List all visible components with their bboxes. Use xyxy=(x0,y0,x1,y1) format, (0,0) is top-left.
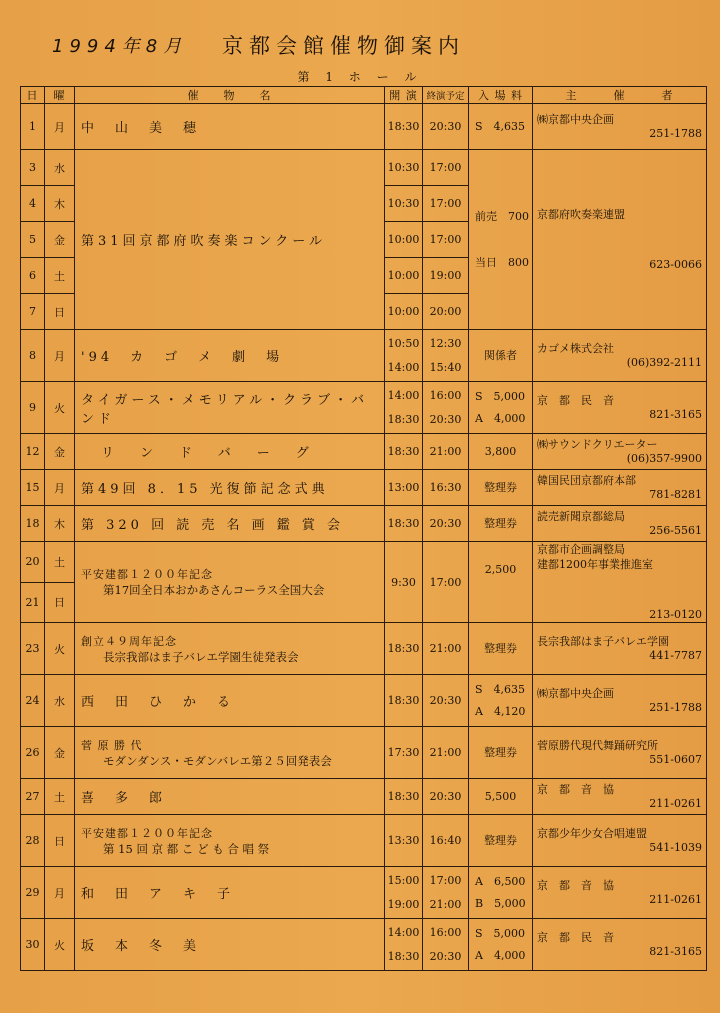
event-name-cell xyxy=(75,919,385,971)
weekday-cell: 火 xyxy=(45,382,75,434)
event-name: 喜 多 郎 xyxy=(81,791,167,806)
event-prefix: 創立４９周年記念 xyxy=(81,634,177,648)
event-name-cell xyxy=(75,330,385,382)
table-row xyxy=(21,623,707,675)
organizer-cell xyxy=(533,727,707,779)
close-time xyxy=(423,542,469,623)
open-time xyxy=(385,542,423,623)
fee-cell xyxy=(469,815,533,867)
open-time xyxy=(385,919,423,971)
open-time-value: 13:00 xyxy=(387,481,420,494)
organizer-phone: 211-0261 xyxy=(649,797,702,810)
event-name-cell xyxy=(75,104,385,150)
fee-value: S 4,635 xyxy=(475,119,526,133)
fee-value: 整理券 xyxy=(484,833,517,847)
fee-cell xyxy=(469,382,533,434)
open-time xyxy=(385,779,423,815)
weekday-cell: 水 xyxy=(45,675,75,727)
fee-cell xyxy=(469,727,533,779)
table-row xyxy=(21,867,707,919)
table-row xyxy=(21,542,707,583)
open-time xyxy=(385,727,423,779)
fee-value: 整理券 xyxy=(484,480,517,494)
table-row xyxy=(21,919,707,971)
table-row xyxy=(21,815,707,867)
open-time-value: 18:30 xyxy=(387,517,420,530)
table-row xyxy=(21,675,707,727)
schedule-date: 1994年8月 xyxy=(52,36,188,57)
close-time-value: 12:30 xyxy=(429,336,462,350)
close-time-value: 17:00 xyxy=(429,873,462,887)
event-name: 西 田 ひ か る xyxy=(81,695,235,710)
close-time-value: 21:00 xyxy=(429,642,462,655)
close-time xyxy=(423,104,469,150)
day-cell: 23 xyxy=(21,623,45,675)
open-time xyxy=(385,104,423,150)
event-name-cell xyxy=(75,150,385,330)
close-time-value: 20:30 xyxy=(429,517,462,530)
table-row xyxy=(21,434,707,470)
open-time: 10:00 xyxy=(385,222,423,258)
organizer-phone: 251-1788 xyxy=(649,701,702,714)
close-time-value: 20:30 xyxy=(429,949,462,963)
fee-value: 整理券 xyxy=(484,516,517,530)
weekday-cell: 金 xyxy=(45,222,75,258)
close-time xyxy=(423,779,469,815)
open-time-value: 18:30 xyxy=(387,412,420,426)
close-time xyxy=(423,919,469,971)
event-name-cell xyxy=(75,675,385,727)
close-time-value: 20:30 xyxy=(429,412,462,426)
close-time xyxy=(423,815,469,867)
weekday-cell: 月 xyxy=(45,867,75,919)
open-time xyxy=(385,815,423,867)
table-row xyxy=(21,470,707,506)
open-time xyxy=(385,470,423,506)
event-name-cell xyxy=(75,542,385,623)
organizer-phone: (06)392-2111 xyxy=(626,356,702,369)
close-time-value: 17:00 xyxy=(429,575,462,589)
weekday-cell: 火 xyxy=(45,623,75,675)
open-time-value: 9:30 xyxy=(391,575,416,589)
organizer-name: 京 都 民 音 xyxy=(537,394,614,407)
col-event: 催 物 名 xyxy=(75,87,385,104)
organizer-cell xyxy=(533,104,707,150)
open-time xyxy=(385,434,423,470)
organizer-cell xyxy=(533,623,707,675)
event-name-cell xyxy=(75,470,385,506)
fee-value: B 5,000 xyxy=(475,896,526,910)
organizer-phone: 256-5561 xyxy=(649,524,702,537)
day-cell: 20 xyxy=(21,542,45,583)
event-name-cell xyxy=(75,623,385,675)
organizer-name: 京都府吹奏楽連盟 xyxy=(537,208,625,221)
close-time xyxy=(423,867,469,919)
open-time-value: 14:00 xyxy=(387,925,420,939)
fee-cell xyxy=(469,506,533,542)
organizer-cell xyxy=(533,382,707,434)
fee-value: A 4,000 xyxy=(475,948,526,962)
day-cell: 26 xyxy=(21,727,45,779)
title-row xyxy=(0,28,720,58)
event-name: 中 山 美 穂 xyxy=(81,121,201,136)
close-time xyxy=(423,382,469,434)
organizer-phone: 211-0261 xyxy=(649,893,702,906)
event-name: リンドバーグ xyxy=(101,446,335,461)
close-time xyxy=(423,623,469,675)
close-time-value: 21:00 xyxy=(429,445,462,458)
organizer-name-2: 建都1200年事業推進室 xyxy=(537,558,653,571)
day-cell: 3 xyxy=(21,150,45,186)
organizer-cell xyxy=(533,506,707,542)
organizer-name: 読売新聞京都総局 xyxy=(537,510,625,523)
organizer-cell xyxy=(533,675,707,727)
organizer-cell xyxy=(533,919,707,971)
close-time xyxy=(423,434,469,470)
fee-cell xyxy=(469,330,533,382)
close-time-value: 16:40 xyxy=(429,834,462,847)
page-title: 京都会館催物御案内 xyxy=(222,34,465,58)
event-name: 第 320 回 読 売 名 画 鑑 賞 会 xyxy=(81,518,345,533)
weekday-cell: 月 xyxy=(45,470,75,506)
close-time xyxy=(423,470,469,506)
open-time-value: 18:30 xyxy=(387,120,420,133)
weekday-cell: 日 xyxy=(45,294,75,330)
day-cell: 7 xyxy=(21,294,45,330)
weekday-cell: 日 xyxy=(45,815,75,867)
day-cell: 4 xyxy=(21,186,45,222)
event-name: 和 田 ア キ 子 xyxy=(81,887,235,902)
organizer-phone: 541-1039 xyxy=(649,841,702,854)
fee-value: A 4,120 xyxy=(475,704,526,718)
event-name: 第31回京都府吹奏楽コンクール xyxy=(81,234,327,249)
weekday-cell: 火 xyxy=(45,919,75,971)
organizer-cell xyxy=(533,330,707,382)
event-prefix: 平安建都１２００年記念 xyxy=(81,568,213,581)
open-time: 10:30 xyxy=(385,186,423,222)
organizer-phone: 821-3165 xyxy=(649,408,702,421)
event-name-cell xyxy=(75,382,385,434)
col-weekday: 曜 xyxy=(45,87,75,104)
event-name-cell xyxy=(75,867,385,919)
table-row xyxy=(21,150,707,186)
fee-value: 整理券 xyxy=(484,745,517,759)
close-time-value: 20:30 xyxy=(429,694,462,707)
open-time xyxy=(385,330,423,382)
day-cell: 15 xyxy=(21,470,45,506)
fee-value: A 4,000 xyxy=(475,411,526,425)
fee-value: 5,500 xyxy=(484,789,517,803)
fee-value: 関係者 xyxy=(484,348,517,362)
open-time-value: 13:30 xyxy=(387,834,420,847)
organizer-phone: (06)357-9900 xyxy=(626,452,702,465)
day-cell: 21 xyxy=(21,582,45,623)
open-time xyxy=(385,506,423,542)
fee-cell xyxy=(469,104,533,150)
organizer-name: 京 都 音 協 xyxy=(537,783,614,796)
open-time-value: 18:30 xyxy=(387,949,420,963)
weekday-cell: 金 xyxy=(45,727,75,779)
table-header-row xyxy=(21,87,707,104)
open-time xyxy=(385,675,423,727)
open-time-value: 10:50 xyxy=(387,336,420,350)
organizer-name: ㈱京都中央企画 xyxy=(537,113,614,126)
weekday-cell: 木 xyxy=(45,186,75,222)
organizer-name: 菅原勝代現代舞踊研究所 xyxy=(537,739,658,752)
close-time-value: 20:30 xyxy=(429,120,462,133)
organizer-phone: 213-0120 xyxy=(649,608,702,621)
event-name: 第17回全日本おかあさんコーラス全国大会 xyxy=(103,583,325,597)
close-time: 20:00 xyxy=(423,294,469,330)
open-time-value: 18:30 xyxy=(387,694,420,707)
close-time xyxy=(423,675,469,727)
close-time-value: 16:30 xyxy=(429,481,462,494)
close-time-value: 21:00 xyxy=(429,897,462,911)
col-open: 開 演 xyxy=(385,87,423,104)
table-row xyxy=(21,506,707,542)
organizer-name: カゴメ株式会社 xyxy=(537,342,614,355)
close-time-value: 16:00 xyxy=(429,388,462,402)
close-time: 17:00 xyxy=(423,150,469,186)
event-name-cell xyxy=(75,727,385,779)
weekday-cell: 金 xyxy=(45,434,75,470)
open-time-value: 18:30 xyxy=(387,445,420,458)
event-rows xyxy=(21,104,707,971)
event-name: 長宗我部はま子バレエ学園生徒発表会 xyxy=(103,649,299,664)
organizer-cell xyxy=(533,150,707,330)
day-cell: 30 xyxy=(21,919,45,971)
day-cell: 1 xyxy=(21,104,45,150)
table-row xyxy=(21,330,707,382)
organizer-phone: 251-1788 xyxy=(649,127,702,140)
fee-cell xyxy=(469,470,533,506)
day-cell: 28 xyxy=(21,815,45,867)
day-cell: 24 xyxy=(21,675,45,727)
fee-cell xyxy=(469,150,533,330)
weekday-cell: 月 xyxy=(45,330,75,382)
col-organizer: 主 催 者 xyxy=(533,87,707,104)
event-name: タイガース・メモリアル・クラブ・バンド xyxy=(81,392,369,427)
weekday-cell: 土 xyxy=(45,258,75,294)
fee-value: 整理券 xyxy=(484,641,517,655)
organizer-phone: 441-7787 xyxy=(649,649,702,662)
close-time-value: 20:30 xyxy=(429,790,462,803)
fee-cell xyxy=(469,867,533,919)
weekday-cell: 水 xyxy=(45,150,75,186)
event-name: 第 15 回 京 都 こ ど も 合 唱 祭 xyxy=(103,841,270,856)
organizer-phone: 821-3165 xyxy=(649,945,702,958)
table-row xyxy=(21,727,707,779)
open-time: 10:30 xyxy=(385,150,423,186)
open-time-value: 18:30 xyxy=(387,642,420,655)
close-time xyxy=(423,506,469,542)
open-time xyxy=(385,382,423,434)
close-time xyxy=(423,330,469,382)
open-time-value: 15:00 xyxy=(387,873,420,887)
organizer-phone: 623-0066 xyxy=(649,258,702,271)
organizer-phone: 551-0607 xyxy=(649,753,702,766)
close-time-value: 15:40 xyxy=(429,360,462,374)
day-cell: 9 xyxy=(21,382,45,434)
organizer-cell xyxy=(533,867,707,919)
organizer-phone: 781-8281 xyxy=(649,488,702,501)
close-time xyxy=(423,727,469,779)
fee-value: 当日 800 xyxy=(475,255,529,269)
open-time xyxy=(385,867,423,919)
organizer-name: 京都市企画調整局 xyxy=(537,543,625,556)
table-row xyxy=(21,779,707,815)
open-time-value: 18:30 xyxy=(387,790,420,803)
fee-cell xyxy=(469,542,533,623)
fee-cell xyxy=(469,434,533,470)
event-name-cell xyxy=(75,506,385,542)
organizer-name: 京都少年少女合唱連盟 xyxy=(537,827,647,840)
col-day: 日 xyxy=(21,87,45,104)
day-cell: 29 xyxy=(21,867,45,919)
fee-value: 前売 700 xyxy=(475,209,529,223)
event-schedule-table xyxy=(20,86,707,971)
fee-cell xyxy=(469,675,533,727)
fee-value: A 6,500 xyxy=(475,874,526,888)
weekday-cell: 月 xyxy=(45,104,75,150)
organizer-cell xyxy=(533,470,707,506)
weekday-cell: 土 xyxy=(45,542,75,583)
event-name: モダンダンス・モダンバレエ第２５回発表会 xyxy=(103,753,332,768)
open-time: 10:00 xyxy=(385,258,423,294)
organizer-name: 京 都 民 音 xyxy=(537,931,614,944)
organizer-name: 京 都 音 協 xyxy=(537,879,614,892)
table-row xyxy=(21,104,707,150)
fee-value: S 4,635 xyxy=(475,682,526,696)
fee-value: 3,800 xyxy=(484,444,517,458)
fee-value: 2,500 xyxy=(484,563,517,576)
day-cell: 5 xyxy=(21,222,45,258)
day-cell: 6 xyxy=(21,258,45,294)
fee-cell xyxy=(469,779,533,815)
event-name-cell xyxy=(75,434,385,470)
day-cell: 18 xyxy=(21,506,45,542)
open-time-value: 14:00 xyxy=(387,388,420,402)
organizer-name: ㈱京都中央企画 xyxy=(537,687,614,700)
organizer-cell xyxy=(533,542,707,623)
fee-value: S 5,000 xyxy=(475,389,526,403)
close-time-value: 21:00 xyxy=(429,746,462,759)
col-fee: 入 場 料 xyxy=(469,87,533,104)
day-cell: 27 xyxy=(21,779,45,815)
organizer-cell xyxy=(533,434,707,470)
open-time xyxy=(385,623,423,675)
organizer-name: ㈱サウンドクリエーター xyxy=(537,438,658,451)
close-time: 19:00 xyxy=(423,258,469,294)
open-time: 10:00 xyxy=(385,294,423,330)
day-cell: 12 xyxy=(21,434,45,470)
fee-cell xyxy=(469,623,533,675)
close-time: 17:00 xyxy=(423,186,469,222)
organizer-cell xyxy=(533,815,707,867)
organizer-cell xyxy=(533,779,707,815)
open-time-value: 17:30 xyxy=(387,746,420,759)
fee-cell xyxy=(469,919,533,971)
event-name-cell xyxy=(75,815,385,867)
close-time: 17:00 xyxy=(423,222,469,258)
event-prefix: 菅 原 勝 代 xyxy=(81,738,143,752)
col-close: 終演予定 xyxy=(423,87,469,104)
day-cell: 8 xyxy=(21,330,45,382)
fee-value: S 5,000 xyxy=(475,926,526,940)
event-name: 坂 本 冬 美 xyxy=(81,939,201,954)
open-time-value: 19:00 xyxy=(387,897,420,911)
event-name: 第49回 8．15 光復節記念式典 xyxy=(81,482,329,497)
weekday-cell: 日 xyxy=(45,582,75,623)
weekday-cell: 木 xyxy=(45,506,75,542)
event-prefix: 平安建都１２００年記念 xyxy=(81,826,213,840)
hall-name: 第 1 ホ ー ル xyxy=(297,70,423,84)
weekday-cell: 土 xyxy=(45,779,75,815)
open-time-value: 14:00 xyxy=(387,360,420,374)
close-time-value: 16:00 xyxy=(429,925,462,939)
organizer-name: 長宗我部はま子バレエ学園 xyxy=(537,635,669,648)
organizer-name: 韓国民団京都府本部 xyxy=(537,474,636,487)
event-name: '94 カ ゴ メ 劇 場 xyxy=(81,350,284,365)
event-name-cell xyxy=(75,779,385,815)
table-row xyxy=(21,382,707,434)
